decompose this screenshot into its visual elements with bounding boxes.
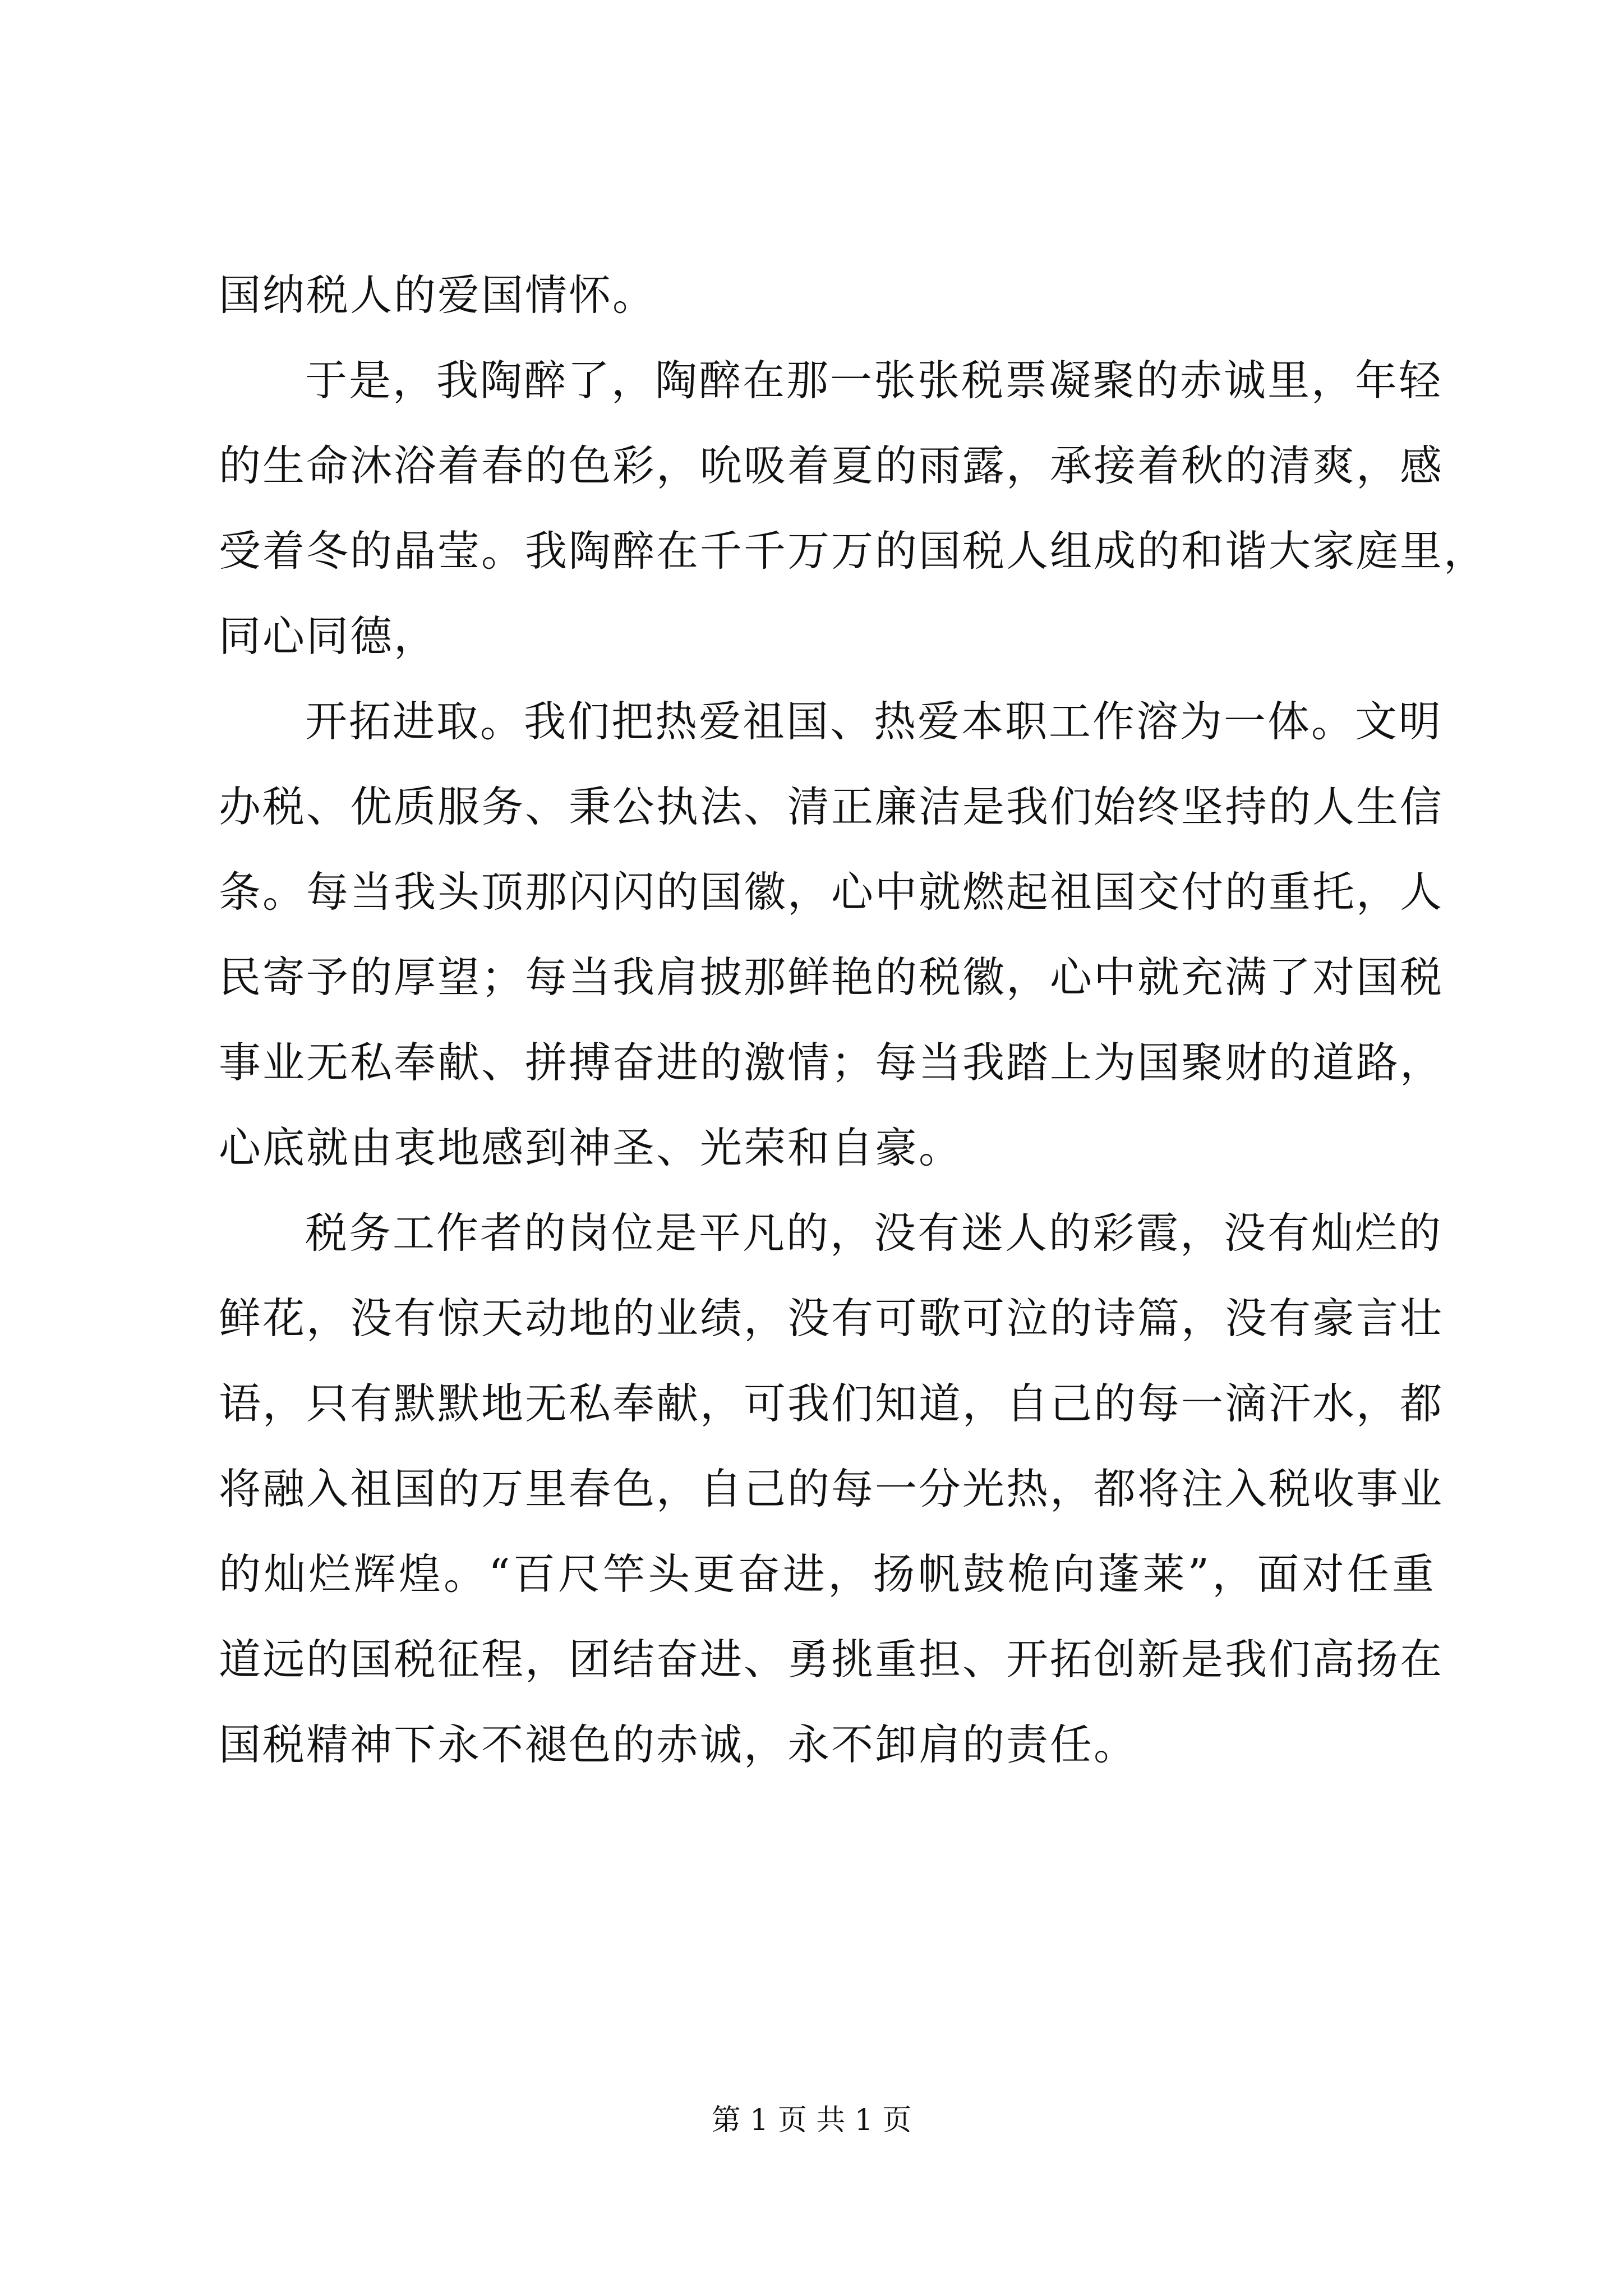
text-line: 心底就由衷地感到神圣、光荣和自豪。: [219, 1123, 963, 1172]
text-line: 鲜花，没有惊天动地的业绩，没有可歌可泣的诗篇，没有豪言壮: [219, 1294, 1444, 1343]
text-line: 受着冬的晶莹。我陶醉在千千万万的国税人组成的和谐大家庭里，: [219, 526, 1488, 576]
text-line: 国纳税人的爱国情怀。: [219, 270, 657, 320]
text-line: 将融入祖国的万里春色，自己的每一分光热，都将注入税收事业: [219, 1464, 1444, 1513]
text-line: 道远的国税征程，团结奋进、勇挑重担、开拓创新是我们高扬在: [219, 1635, 1444, 1684]
text-line: 民寄予的厚望；每当我肩披那鲜艳的税徽，心中就充满了对国税: [219, 953, 1444, 1002]
text-line: 的灿烂辉煌。“百尺竿头更奋进，扬帆鼓桅向蓬莱”，面对任重: [219, 1549, 1436, 1599]
body-text: [219, 252, 1488, 1787]
text-line: 语，只有默默地无私奉献，可我们知道，自己的每一滴汗水，都: [219, 1379, 1444, 1428]
text-line: 事业无私奉献、拼搏奋进的激情；每当我踏上为国聚财的道路，: [219, 1038, 1444, 1087]
text-line: 于是，我陶醉了，陶醉在那一张张税票凝聚的赤诚里，年轻: [305, 356, 1443, 405]
text-line: 同心同德，: [219, 611, 438, 661]
text-line: 的生命沐浴着春的色彩，吮吸着夏的雨露，承接着秋的清爽，感: [219, 441, 1444, 490]
text-line: 开拓进取。我们把热爱祖国、热爱本职工作溶为一体。文明: [305, 697, 1443, 746]
text-line: 税务工作者的岗位是平凡的，没有迷人的彩霞，没有灿烂的: [305, 1208, 1443, 1258]
text-line: 条。每当我头顶那闪闪的国徽，心中就燃起祖国交付的重托，人: [219, 867, 1444, 917]
text-line: 办税、优质服务、秉公执法、清正廉洁是我们始终坚持的人生信: [219, 782, 1444, 831]
page-number-footer: 第 1 页 共 1 页: [711, 2104, 912, 2137]
text-line: 国税精神下永不褪色的赤诚，永不卸肩的责任。: [219, 1720, 1138, 1769]
